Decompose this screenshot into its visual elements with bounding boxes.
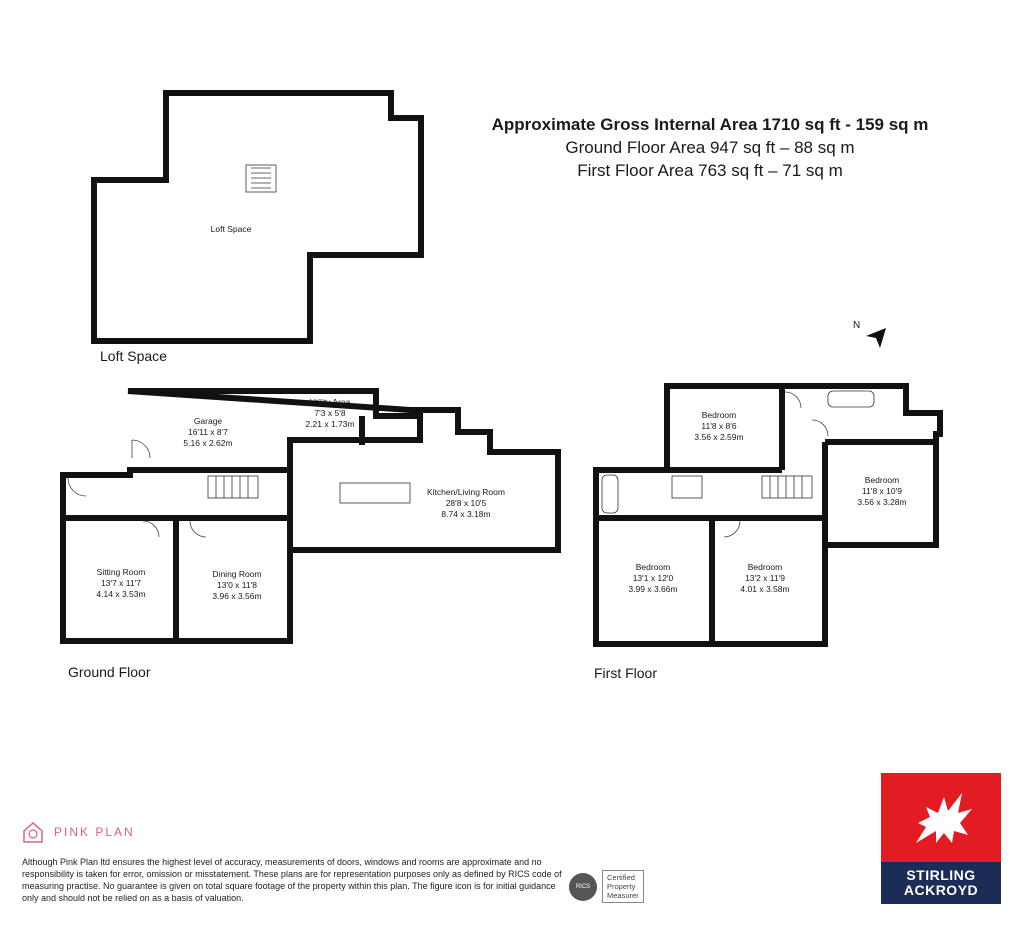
rics-badge	[569, 870, 644, 903]
rics-logo-icon: RICS	[569, 873, 597, 901]
compass-north-label: N	[853, 320, 861, 331]
room-name: Dining Room	[212, 569, 262, 579]
room-imperial: 16'11 x 8'7	[188, 427, 228, 437]
ground-floor-area: Ground Floor Area 947 sq ft – 88 sq m	[565, 138, 855, 157]
room-metric: 8.74 x 3.18m	[441, 509, 491, 519]
room-name: Garage	[193, 416, 223, 426]
room-imperial: 13'0 x 11'8	[217, 580, 257, 590]
rics-line: Measurer	[607, 891, 639, 900]
room-imperial: 7'3 x 5'8	[314, 408, 346, 418]
room-imperial: 13'1 x 12'0	[632, 573, 674, 583]
door-arc	[724, 521, 740, 537]
rics-line: Certified	[607, 873, 635, 882]
kitchen-island	[340, 483, 410, 503]
room-metric: 5.16 x 2.62m	[183, 438, 233, 448]
loft-hatch-steps	[251, 168, 271, 188]
door-arc	[143, 521, 159, 537]
bath-2	[602, 475, 618, 513]
room-name: Bedroom	[635, 562, 671, 572]
room-metric: 3.56 x 3.28m	[857, 497, 907, 507]
room-name: Sitting Room	[96, 567, 146, 577]
griffin-icon	[896, 783, 986, 853]
floor-label-ground: Ground Floor	[68, 664, 151, 680]
room-imperial: 11'8 x 10'9	[862, 486, 902, 496]
first-stairs	[762, 476, 812, 498]
room-metric: 4.14 x 3.53m	[96, 589, 146, 599]
pink-plan-logo	[22, 820, 135, 844]
loft-outline	[94, 93, 421, 341]
agent-name-line1: STIRLING	[906, 867, 976, 883]
room-metric: 4.01 x 3.58m	[740, 584, 790, 594]
agent-name-line2: ACKROYD	[903, 882, 979, 898]
floor-label-loft: Loft Space	[100, 348, 167, 364]
disclaimer-text: Although Pink Plan ltd ensures the highest level of accuracy, measurements of doors, windows and rooms are approximate and no responsibility is taken for error, omission or misstatement. These plans are for representation purposes only as defined by RICS code of measuring practise. No guarantee is given on total square footage of the property within this plan. The figure icon is for initial guidance only and should not be relied on as a basis of valuation.	[22, 857, 562, 903]
room-metric: 3.99 x 3.66m	[628, 584, 678, 594]
room-name: Utility Area	[309, 397, 351, 407]
room-name: Loft Space	[210, 224, 252, 234]
first-stairs-steps	[770, 476, 802, 498]
griffin-emblem	[881, 773, 1001, 862]
pink-plan-brand: PINK PLAN	[54, 825, 135, 839]
first-floor-area: First Floor Area 763 sq ft – 71 sq m	[577, 161, 843, 180]
stirling-ackroyd-logo	[881, 773, 1001, 904]
room-metric: 3.96 x 3.56m	[212, 591, 262, 601]
shower	[672, 476, 702, 498]
door-arc	[812, 420, 828, 436]
room-metric: 2.21 x 1.73m	[305, 419, 355, 429]
room-name: Bedroom	[747, 562, 783, 572]
bath	[828, 391, 874, 407]
floor-label-first: First Floor	[594, 665, 657, 681]
room-metric: 3.56 x 2.59m	[694, 432, 744, 442]
door-arc	[68, 478, 86, 496]
pink-plan-house-icon	[22, 820, 44, 844]
ground-stairs-steps	[216, 476, 248, 498]
room-imperial: 11'8 x 8'6	[701, 421, 737, 431]
room-imperial: 13'2 x 11'9	[745, 573, 785, 583]
gross-area-title: Approximate Gross Internal Area 1710 sq ft - 159 sq m	[491, 115, 929, 134]
agent-wordmark	[881, 862, 1001, 904]
rics-certified-box	[602, 870, 644, 903]
door-arc	[132, 440, 150, 458]
rics-line: Property	[607, 882, 636, 891]
compass-arrow-icon	[866, 328, 886, 348]
room-imperial: 28'8 x 10'5	[445, 498, 487, 508]
ground-stairs	[208, 476, 258, 498]
room-name: Bedroom	[701, 410, 737, 420]
door-arc	[190, 521, 206, 537]
room-name: Kitchen/Living Room	[427, 487, 505, 497]
door-arc	[785, 392, 801, 408]
room-name: Bedroom	[864, 475, 900, 485]
room-imperial: 13'7 x 11'7	[101, 578, 141, 588]
